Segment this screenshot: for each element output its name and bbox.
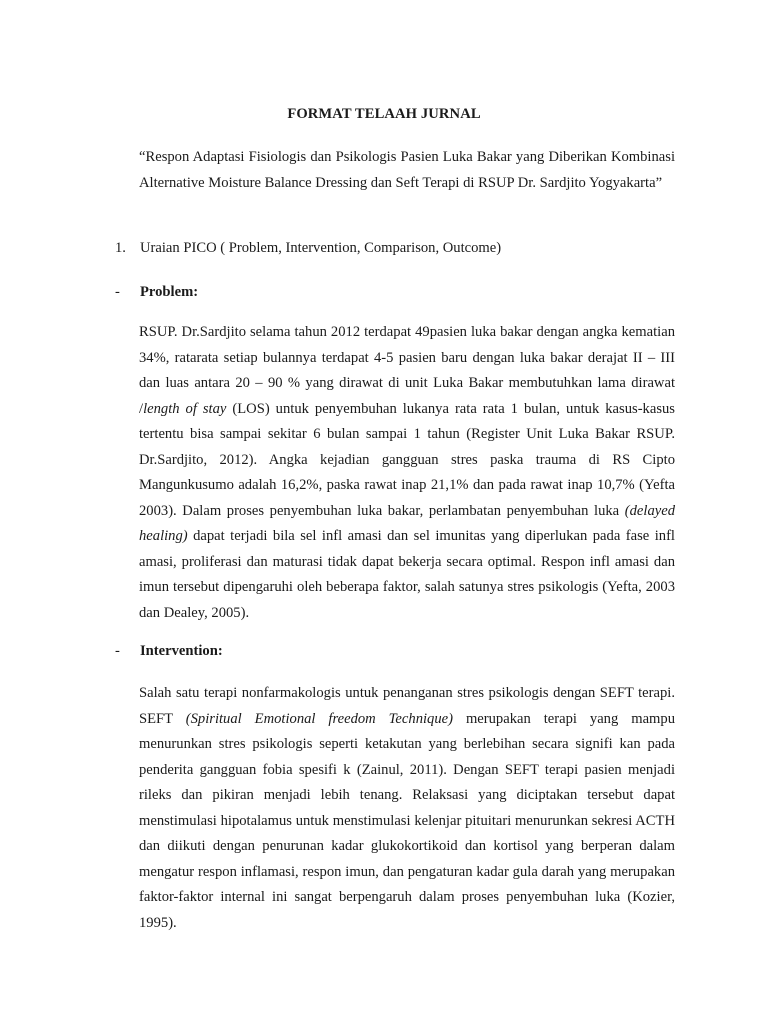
intervention-paragraph (139, 681, 675, 936)
problem-italic-delayed: (delayed healing) (139, 502, 675, 544)
intervention-text-2: merupakan terapi yang mampu menurunkan stres psikologis seperti ketakutan yang berlebihan secara signifi kan pada penderita gangguan fobia spesifi k (Zainul, 2011). Dengan SEFT terapi pasien menjadi rileks dan pikiran menjadi lebih tenang. Relaksasi yang diciptakan tersebut dapat menstimulasi hipotalamus untuk menstimulasi kelenjar pituitari menurunkan sekresi ACTH dan diikuti dengan penurunan kadar glukokortikoid dan kortisol yang berperan dalam mengatur respon inflamasi, respon imun, dan pengaturan kadar gula darah yang merupakan faktor-faktor internal ini sangat berpengaruh dalam proses penyembuhan luka (Kozier, 1995). (139, 710, 675, 931)
intervention-dash-marker: - (115, 643, 120, 659)
problem-paragraph (139, 320, 675, 626)
list-number: 1. (115, 240, 126, 256)
intervention-text-1: Salah satu terapi nonfarmakologis untuk penanganan stres psikologis dengan SEFT terapi. SEFT (139, 685, 675, 727)
problem-heading: Problem: (140, 284, 199, 300)
problem-text-2: (LOS) untuk penyembuhan lukanya rata rata 1 bulan, untuk kasus-kasus tertentu bisa sampai sekitar 6 bulan sampai 1 tahun (Register Unit Luka Bakar RSUP. Dr.Sardjito, 2012). Angka kejadian gangguan stres paska trauma di RS Cipto Mangunkusumo adalah 16,2%, paska rawat inap 21,1% dan pada rawat inap 10,7% (Yefta 2003). Dalam proses penyembuhan luka bakar, perlambatan penyembuhan luka (139, 400, 675, 519)
problem-text-1: RSUP. Dr.Sardjito selama tahun 2012 terdapat 49pasien luka bakar dengan angka kematian 34%, ratarata setiap bulannya terdapat 4-5 pasien baru dengan luka bakar derajat II – III dan luas antara 20 – 90 % yang dirawat di unit Luka Bakar membutuhkan lama dirawat / (139, 324, 675, 417)
journal-title-quote: “Respon Adaptasi Fisiologis dan Psikologis Pasien Luka Bakar yang Diberikan Kombinasi Alternative Moisture Balance Dressing dan Seft Terapi di RSUP Dr. Sardjito Yogyakarta” (139, 149, 675, 191)
problem-text-3: dapat terjadi bila sel infl amasi dan sel imunitas yang diperlukan pada fase infl amasi, proliferasi dan maturasi tidak dapat bekerja secara optimal. Respon infl amasi dan imun tersebut dipengaruhi oleh beberapa faktor, salah satunya stres psikologis (Yefta, 2003 dan Dealey, 2005). (139, 528, 675, 621)
intervention-heading: Intervention: (140, 643, 223, 659)
document-title: FORMAT TELAAH JURNAL (287, 106, 481, 122)
intervention-italic-seft: (Spiritual Emotional freedom Technique) (185, 710, 453, 727)
problem-italic-los: length of stay (143, 400, 227, 417)
problem-dash-marker: - (115, 284, 120, 300)
pico-list-item: Uraian PICO ( Problem, Intervention, Comparison, Outcome) (140, 240, 502, 256)
